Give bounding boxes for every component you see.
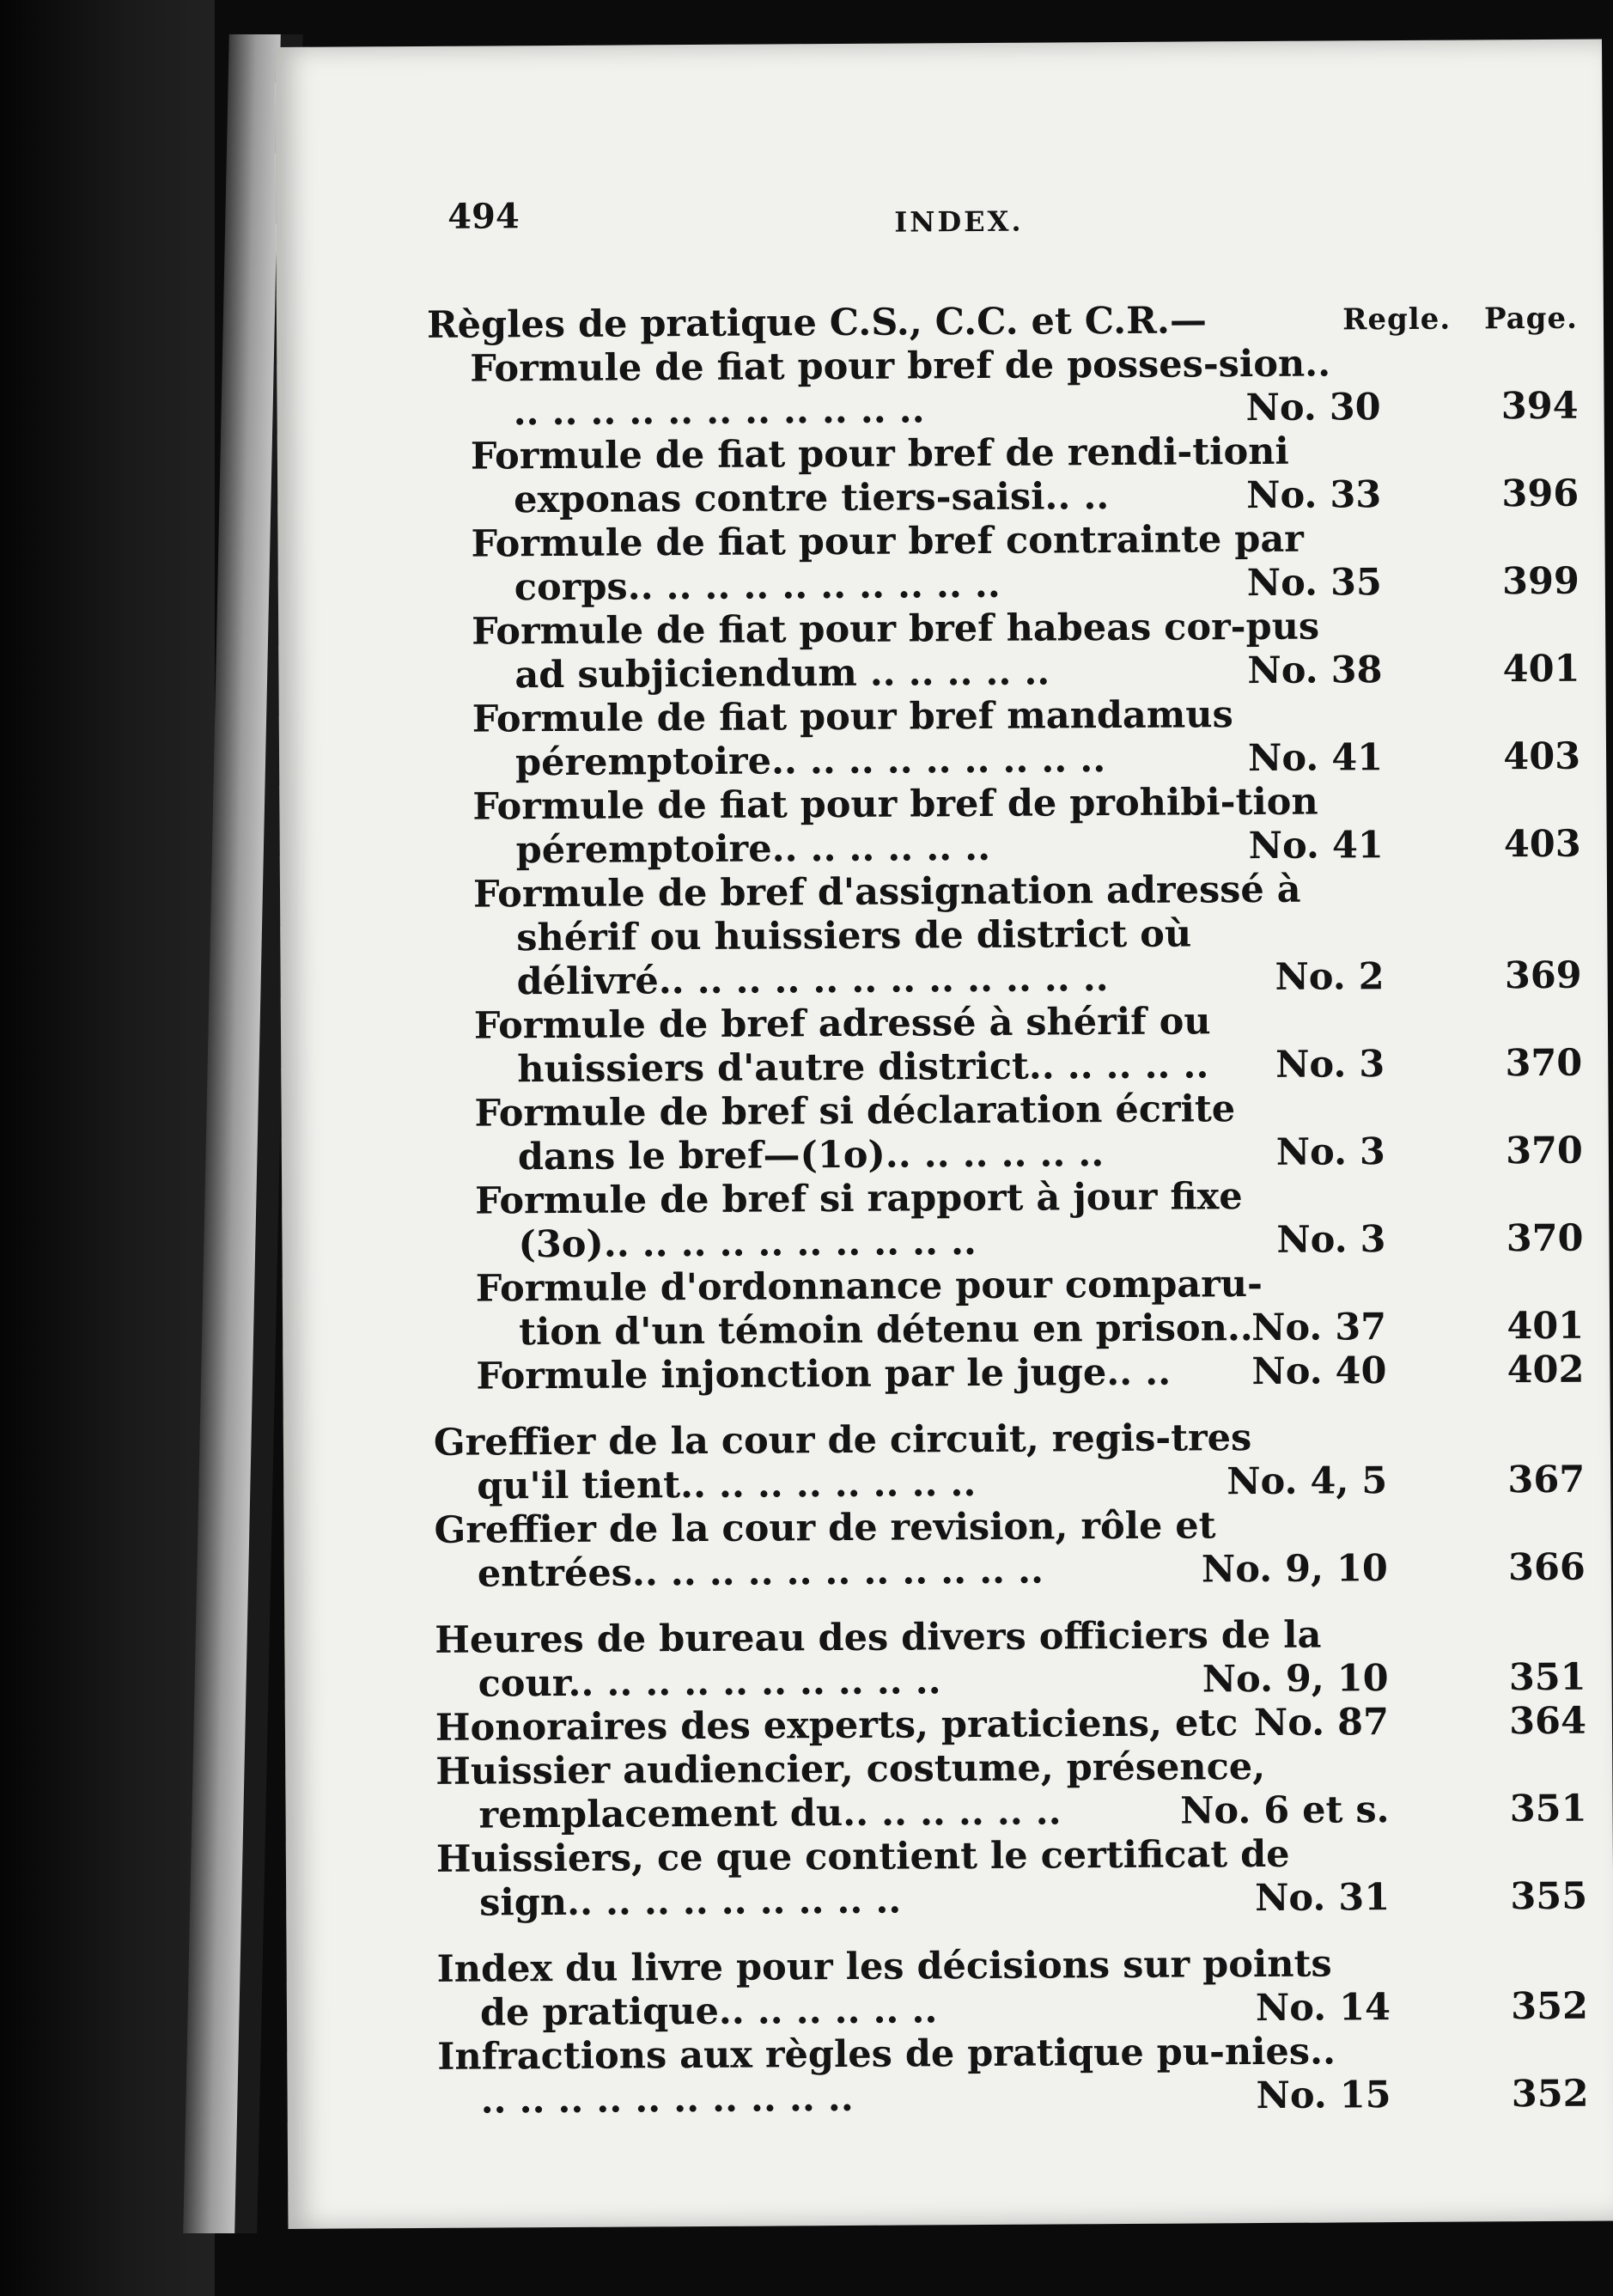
entry-rule-number: No. 9, 10 (1201, 1547, 1388, 1592)
entry-text: Huissier audiencier, costume, présence, remplacement du.. .. .. .. .. .. (435, 1745, 1266, 1837)
main-heading-row (427, 297, 1578, 348)
index-entry (471, 429, 1580, 523)
entry-page-number: 364 (1509, 1699, 1587, 1744)
entry-page-number: 403 (1503, 822, 1581, 867)
entry-rule-number: No. 31 (1255, 1876, 1391, 1921)
entry-rule-number: No. 41 (1248, 824, 1384, 868)
entry-page-number: 352 (1511, 2072, 1589, 2116)
index-entry (472, 691, 1581, 786)
book-page (275, 40, 1613, 2229)
index-entry (473, 867, 1582, 1005)
entry-rule-number: No. 35 (1246, 561, 1382, 606)
entry-text: Heures de bureau des divers officiers de la cour.. .. .. .. .. .. .. .. .. .. (435, 1613, 1322, 1706)
index-entry (434, 1415, 1586, 1509)
entry-page-number: 403 (1503, 734, 1581, 779)
entry-text: Formule de fiat pour bref habeas cor-pus ad subjiciendum .. .. .. .. .. (472, 605, 1320, 697)
entry-list-greffier (434, 1415, 1586, 1597)
index-entry (474, 1086, 1583, 1180)
entry-text: Formule de bref si rapport à jour fixe (3o).. .. .. .. .. .. .. .. .. .. (475, 1175, 1243, 1267)
entry-rule-number: No. 41 (1247, 736, 1384, 781)
entry-page-number: 351 (1509, 1787, 1587, 1831)
entry-rule-number: No. 3 (1275, 1043, 1385, 1087)
index-entry (472, 779, 1581, 874)
entry-page-number: 396 (1501, 472, 1580, 516)
entry-text: Formule de bref adressé à shérif ou huissiers d'autre district.. .. .. .. .. (473, 1000, 1211, 1092)
main-heading: Règles de pratique C.S., C.C. et C.R.— (426, 299, 1208, 347)
entry-page-number: 355 (1510, 1874, 1588, 1919)
entry-text: Formule de fiat pour bref mandamus péremptoire.. .. .. .. .. .. .. .. .. (472, 693, 1233, 785)
entry-rule-number: No. 38 (1247, 649, 1383, 693)
entry-rule-number: No. 87 (1253, 1701, 1390, 1745)
index-entry (475, 1173, 1584, 1268)
index-entry (435, 1744, 1587, 1838)
entry-rule-number: No. 30 (1245, 386, 1381, 430)
entry-page-number: 370 (1505, 1129, 1584, 1173)
entry-page-number: 369 (1504, 953, 1582, 998)
entry-rule-number: No. 9, 10 (1202, 1657, 1389, 1702)
entry-rule-number: No. 3 (1276, 1218, 1386, 1262)
index-entry (471, 516, 1580, 611)
index-entry (434, 1502, 1586, 1597)
index-content (427, 297, 1589, 2123)
entry-page-number: 351 (1508, 1655, 1586, 1700)
column-header-rule: Regle. (1342, 301, 1452, 338)
entry-page-number: 399 (1501, 559, 1580, 604)
entry-text: Formule de fiat pour bref de rendi-tioni exponas contre tiers-saisi.. .. (470, 429, 1289, 522)
subentry-list (427, 341, 1584, 1399)
entry-rule-number: No. 3 (1275, 1130, 1386, 1174)
entry-text: Formule de bref si déclaration écrite dans le bref—(1o).. .. .. .. .. .. (474, 1087, 1236, 1179)
entry-rule-number: No. 33 (1246, 473, 1382, 518)
entry-text: Infractions aux règles de pratique pu-nies.. .. .. .. .. .. .. .. .. .. .. (437, 2030, 1336, 2122)
entry-rule-number: No. 6 et s. (1179, 1788, 1390, 1833)
column-header-page: Page. (1483, 301, 1579, 337)
index-entry (435, 1612, 1586, 1707)
page-number: 494 (447, 196, 520, 237)
index-entry (437, 2029, 1589, 2123)
page-header (276, 190, 1603, 249)
column-headers (1320, 297, 1578, 343)
entry-text: Huissiers, ce que contient le certificat de sign.. .. .. .. .. .. .. .. .. (435, 1832, 1290, 1925)
index-entry (436, 1831, 1588, 1926)
entry-text: Index du livre pour les décisions sur points de pratique.. .. .. .. .. .. (436, 1942, 1332, 2035)
scan-background (0, 0, 215, 2296)
entry-rule-number: No. 2 (1275, 955, 1385, 999)
entry-text: Formule de bref d'assignation adressé à shérif ou huissiers de district où délivré.. .. .. .. .. .. .. .. .. .. .. .. (472, 868, 1301, 1004)
entry-page-number: 366 (1507, 1545, 1586, 1590)
entry-list-h (435, 1612, 1587, 1926)
index-entry (474, 998, 1583, 1093)
index-entry (435, 1700, 1586, 1751)
entry-rule-number: No. 37 (1251, 1306, 1387, 1350)
running-head: INDEX. (894, 204, 1024, 239)
entry-page-number: 367 (1507, 1458, 1586, 1502)
entry-rule-number: No. 15 (1256, 2074, 1391, 2118)
entry-text: Formule de fiat pour bref de posses-sion.. .. .. .. .. .. .. .. .. .. .. .. (470, 342, 1331, 435)
entry-text: Honoraires des experts, praticiens, etc (435, 1702, 1239, 1750)
entry-page-number: 370 (1505, 1041, 1583, 1086)
entry-text: Formule de fiat pour bref de prohibi-tion péremptoire.. .. .. .. .. .. (472, 780, 1318, 873)
entry-text: Formule injonction par le juge.. .. (476, 1350, 1172, 1398)
entry-text: Greffier de la cour de circuit, regis-tres qu'il tient.. .. .. .. .. .. .. .. (433, 1416, 1252, 1508)
entry-page-number: 394 (1500, 384, 1579, 429)
entry-page-number: 352 (1511, 1984, 1589, 2029)
entry-rule-number: No. 40 (1251, 1349, 1387, 1394)
entry-page-number: 402 (1506, 1348, 1585, 1392)
index-entry (476, 1349, 1584, 1399)
index-entry (437, 1941, 1589, 2036)
entry-text: Formule d'ordonnance pour comparu-tion d'un témoin détenu en prison.. (475, 1263, 1263, 1355)
index-entry (472, 604, 1580, 698)
entry-text: Greffier de la cour de revision, rôle et entrées.. .. .. .. .. .. .. .. .. .. .. (434, 1504, 1216, 1596)
entry-rule-number: No. 14 (1255, 1986, 1391, 2031)
index-entry (470, 341, 1579, 435)
entry-rule-number: No. 4, 5 (1226, 1459, 1388, 1504)
entry-page-number: 401 (1502, 647, 1580, 691)
entry-page-number: 401 (1506, 1304, 1585, 1349)
entry-page-number: 370 (1506, 1216, 1584, 1261)
index-entry (476, 1261, 1585, 1355)
entry-list-i (437, 1941, 1589, 2123)
entry-text: Formule de fiat pour bref contrainte par corps.. .. .. .. .. .. .. .. .. .. (471, 517, 1305, 610)
